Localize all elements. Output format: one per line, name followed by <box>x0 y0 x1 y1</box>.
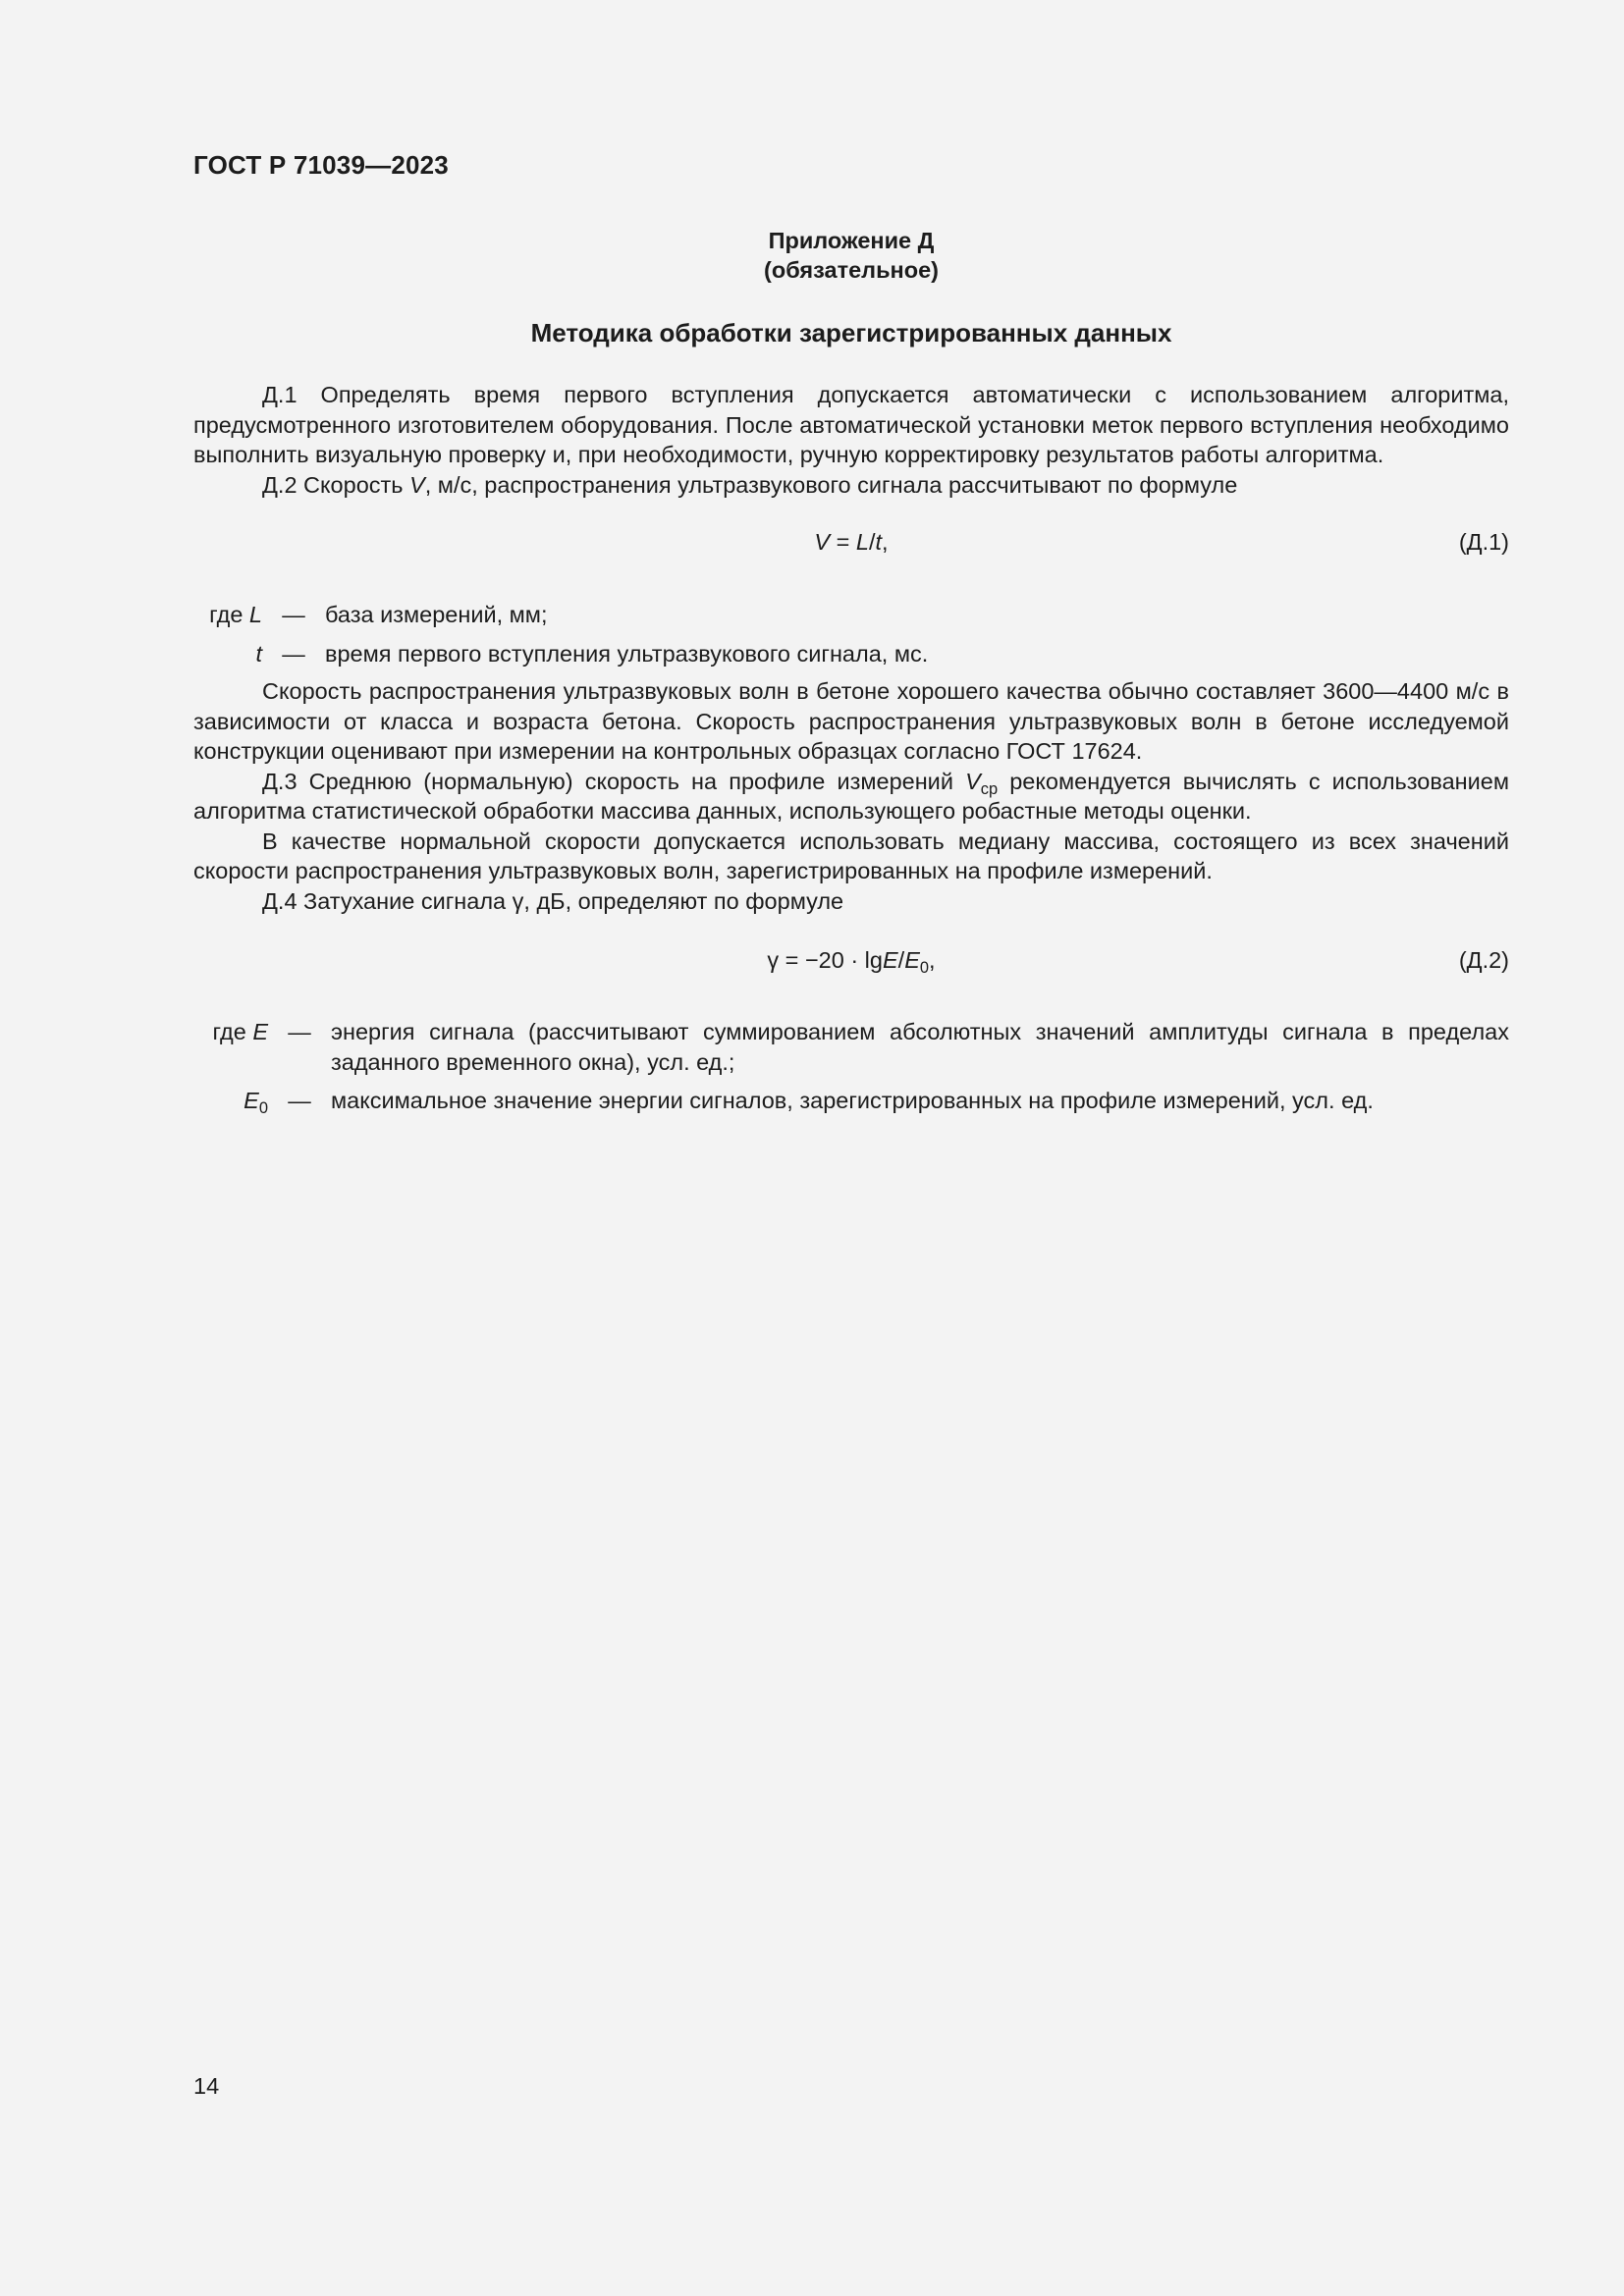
formula-d1 <box>193 529 1509 561</box>
formula-d2-expression: γ = −20 · lgE/$E_0$, <box>767 947 936 977</box>
paragraph-d2: Д.2 Скорость V, м/с, распространения ультразвукового сигнала рассчитывают по формуле <box>262 471 1238 498</box>
page-number: 14 <box>193 2073 220 2099</box>
formula-d2-number: (Д.2) <box>1458 947 1509 973</box>
text-block-2 <box>193 676 1509 916</box>
definitions-d2 <box>193 1017 1509 1125</box>
formula-d2 <box>193 947 1509 979</box>
formula-d1-number: (Д.1) <box>1458 529 1509 555</box>
paragraph-d3: Д.3 Среднюю (нормальную) скорость на профиле измерений $V_{ср}$ рекомендуется вычислять с использованием алгоритма статистической обработки массива данных, использующего робастные методы оценки. <box>193 768 1509 824</box>
annex-status: (обязательное) <box>764 257 939 283</box>
paragraph-median: В качестве нормальной скорости допускается использовать медиану массива, состоящего из всех значений скорости распространения ультразвуковых волн, зарегистрированных на профиле измерений. <box>193 828 1509 883</box>
paragraph-d4: Д.4 Затухание сигнала γ, дБ, определяют по формуле <box>262 887 844 914</box>
definition-row: t — время первого вступления ультразвукового сигнала, мс. <box>255 640 929 667</box>
definition-row: где L — база измерений, мм; <box>209 602 548 627</box>
definition-row: где E — энергия сигнала (рассчитывают суммированием абсолютных значений амплитуды сигнала в пределах заданного временного окна), усл. ед.; <box>212 1019 1509 1075</box>
paragraph-d1: Д.1 Определять время первого вступления допускается автоматически с использованием алгоритма, предусмотренного изготовителем оборудования. После автоматической установки меток первого вступления необходимо выполнить визуальную проверку и, при необходимости, ручную корректировку результатов работы алгоритма. <box>193 382 1509 467</box>
formula-d1-expression: V = L/t, <box>814 529 889 555</box>
definition-row: $E_0$ — максимальное значение энергии сигналов, зарегистрированных на профиле измерений, усл. ед. <box>244 1088 1374 1117</box>
annex-heading <box>193 226 1509 285</box>
paragraph-speed-concrete: Скорость распространения ультразвуковых волн в бетоне хорошего качества обычно составляет 3600—4400 м/с в зависимости от класса и возраста бетона. Скорость распространения ультразвуковых волн в бетоне исследуемой конструкции оценивают при измерении на контрольных образцах согласно ГОСТ 17624. <box>193 678 1509 764</box>
text-block-1 <box>193 380 1509 500</box>
annex-title: Приложение Д <box>768 228 935 253</box>
document-id: ГОСТ Р 71039—2023 <box>193 150 449 180</box>
section-title: Методика обработки зарегистрированных данных <box>530 318 1172 347</box>
definitions-d1 <box>193 600 1509 677</box>
